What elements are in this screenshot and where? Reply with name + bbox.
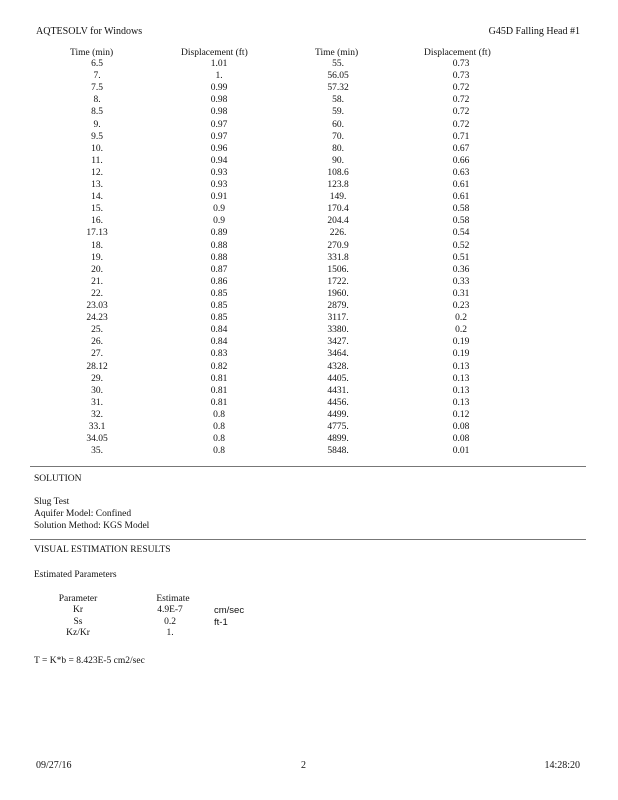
results-heading: VISUAL ESTIMATION RESULTS bbox=[34, 545, 171, 555]
cell-displacement-1: 0.81 bbox=[210, 373, 228, 384]
cell-displacement-2: 0.23 bbox=[452, 301, 470, 311]
cell-time-1: 16. bbox=[91, 216, 103, 227]
cell-displacement-2: 0.72 bbox=[452, 95, 470, 106]
cell-time-1: 12. bbox=[91, 167, 103, 178]
param-unit: cm/sec bbox=[214, 605, 245, 616]
cell-displacement-1: 0.83 bbox=[210, 349, 228, 360]
header-app-name: AQTESOLV for Windows bbox=[36, 26, 143, 37]
cell-displacement-2: 0.08 bbox=[452, 422, 470, 432]
header-test-name: G45D Falling Head #1 bbox=[488, 26, 580, 37]
cell-displacement-2: 0.71 bbox=[452, 131, 470, 142]
cell-time-1: 32. bbox=[91, 409, 103, 420]
cell-time-1: 26. bbox=[91, 337, 103, 348]
cell-displacement-1: 0.97 bbox=[210, 131, 228, 142]
cell-displacement-2: 0.52 bbox=[452, 240, 470, 251]
cell-time-2: 4899. bbox=[327, 434, 349, 445]
cell-time-2: 3427. bbox=[327, 337, 349, 348]
cell-displacement-1: 0.93 bbox=[210, 167, 228, 178]
cell-time-1: 13. bbox=[91, 180, 103, 190]
cell-time-2: 204.4 bbox=[327, 216, 349, 227]
cell-displacement-1: 0.84 bbox=[210, 337, 228, 348]
cell-displacement-1: 0.88 bbox=[210, 240, 228, 251]
cell-displacement-2: 0.67 bbox=[452, 143, 470, 154]
cell-displacement-2: 0.58 bbox=[452, 216, 470, 227]
cell-time-2: 149. bbox=[329, 192, 347, 203]
param-estimate: 1. bbox=[166, 628, 174, 638]
cell-displacement-2: 0.63 bbox=[452, 167, 470, 178]
cell-displacement-1: 0.84 bbox=[210, 325, 228, 336]
cell-time-2: 1722. bbox=[327, 276, 349, 287]
param-col-header: Parameter bbox=[58, 594, 98, 604]
cell-displacement-2: 0.13 bbox=[452, 373, 470, 384]
param-estimate: 0.2 bbox=[164, 616, 176, 627]
cell-time-1: 22. bbox=[91, 288, 103, 299]
cell-time-1: 18. bbox=[91, 240, 103, 251]
cell-displacement-2: 0.19 bbox=[452, 349, 470, 360]
cell-displacement-1: 0.85 bbox=[210, 313, 228, 324]
cell-time-1: 35. bbox=[91, 446, 103, 457]
cell-displacement-1: 0.8 bbox=[213, 434, 225, 445]
cell-displacement-1: 0.99 bbox=[210, 83, 228, 94]
cell-time-1: 20. bbox=[91, 264, 103, 275]
cell-time-1: 24.23 bbox=[86, 313, 108, 324]
cell-time-2: 90. bbox=[332, 155, 344, 166]
cell-time-1: 8. bbox=[93, 95, 101, 106]
cell-displacement-2: 0.13 bbox=[452, 385, 470, 396]
cell-time-2: 58. bbox=[332, 95, 344, 106]
cell-displacement-1: 0.8 bbox=[213, 422, 225, 432]
cell-displacement-2: 0.19 bbox=[452, 337, 470, 348]
divider bbox=[30, 466, 586, 467]
cell-time-1: 15. bbox=[91, 204, 103, 215]
estimated-parameters-label: Estimated Parameters bbox=[34, 570, 117, 580]
cell-time-2: 1960. bbox=[327, 288, 349, 299]
cell-time-2: 4499. bbox=[327, 409, 349, 420]
cell-time-1: 19. bbox=[91, 252, 103, 263]
cell-time-2: 60. bbox=[332, 119, 344, 130]
cell-displacement-2: 0.2 bbox=[455, 325, 467, 336]
cell-displacement-1: 0.82 bbox=[210, 361, 228, 372]
transmissivity: T = K*b = 8.423E-5 cm2/sec bbox=[34, 656, 145, 666]
cell-time-2: 270.9 bbox=[327, 240, 349, 251]
estimate-col-header: Estimate bbox=[156, 594, 190, 604]
cell-time-2: 4456. bbox=[327, 397, 349, 408]
cell-displacement-1: 0.98 bbox=[210, 95, 228, 106]
cell-displacement-1: 0.93 bbox=[210, 180, 228, 190]
cell-displacement-2: 0.13 bbox=[452, 397, 470, 408]
cell-time-2: 59. bbox=[332, 107, 344, 118]
cell-time-2: 4328. bbox=[327, 361, 349, 372]
cell-time-2: 4431. bbox=[327, 385, 349, 396]
cell-displacement-1: 0.85 bbox=[210, 288, 228, 299]
cell-time-1: 17.13 bbox=[86, 228, 108, 239]
cell-displacement-2: 0.31 bbox=[452, 288, 470, 299]
cell-displacement-1: 0.81 bbox=[210, 385, 228, 396]
cell-displacement-1: 0.8 bbox=[213, 446, 225, 457]
cell-time-1: 11. bbox=[91, 155, 103, 166]
cell-time-1: 10. bbox=[91, 143, 103, 154]
cell-time-1: 29. bbox=[91, 373, 103, 384]
cell-time-1: 25. bbox=[91, 325, 103, 336]
cell-time-2: 70. bbox=[332, 131, 344, 142]
footer-page-number: 2 bbox=[301, 760, 306, 771]
cell-time-2: 3464. bbox=[327, 349, 349, 360]
cell-time-1: 8.5 bbox=[91, 107, 103, 118]
cell-time-1: 33.1 bbox=[88, 422, 106, 432]
cell-time-2: 331.8 bbox=[327, 252, 349, 263]
cell-time-2: 56.05 bbox=[327, 71, 349, 82]
cell-displacement-1: 0.9 bbox=[213, 216, 225, 227]
cell-displacement-2: 0.61 bbox=[452, 180, 470, 190]
cell-time-2: 226. bbox=[329, 228, 347, 239]
param-name: Ss bbox=[73, 616, 83, 627]
cell-displacement-1: 0.89 bbox=[210, 228, 228, 239]
cell-displacement-1: 0.88 bbox=[210, 252, 228, 263]
cell-time-2: 55. bbox=[332, 59, 344, 69]
solution-method: Solution Method: KGS Model bbox=[34, 521, 150, 531]
cell-displacement-1: 1.01 bbox=[210, 59, 228, 69]
cell-displacement-2: 0.08 bbox=[452, 434, 470, 445]
cell-time-2: 108.6 bbox=[327, 167, 349, 178]
cell-time-2: 170.4 bbox=[327, 204, 349, 215]
cell-displacement-2: 0.13 bbox=[452, 361, 470, 372]
divider bbox=[30, 539, 586, 540]
cell-displacement-1: 0.86 bbox=[210, 276, 228, 287]
cell-time-1: 27. bbox=[91, 349, 103, 360]
cell-displacement-2: 0.73 bbox=[452, 59, 470, 69]
param-name: Kz/Kr bbox=[66, 628, 90, 638]
aquifer-model: Aquifer Model: Confined bbox=[34, 509, 132, 519]
cell-displacement-2: 0.66 bbox=[452, 155, 470, 166]
cell-time-2: 1506. bbox=[327, 264, 349, 275]
cell-time-1: 30. bbox=[91, 385, 103, 396]
cell-time-1: 6.5 bbox=[91, 59, 103, 69]
footer-date: 09/27/16 bbox=[36, 760, 72, 771]
col-header-time-2: Time (min) bbox=[315, 48, 359, 58]
cell-displacement-1: 0.81 bbox=[210, 397, 228, 408]
cell-displacement-2: 0.33 bbox=[452, 276, 470, 287]
cell-displacement-2: 0.61 bbox=[452, 192, 470, 203]
cell-displacement-2: 0.58 bbox=[452, 204, 470, 215]
cell-time-2: 5848. bbox=[327, 446, 349, 457]
cell-time-2: 2879. bbox=[327, 301, 349, 311]
test-type: Slug Test bbox=[34, 497, 70, 507]
cell-displacement-1: 1. bbox=[215, 71, 223, 82]
cell-displacement-1: 0.96 bbox=[210, 143, 228, 154]
cell-displacement-1: 0.91 bbox=[210, 192, 228, 203]
cell-displacement-1: 0.87 bbox=[210, 264, 228, 275]
col-header-time-1: Time (min) bbox=[70, 48, 114, 58]
cell-time-1: 7. bbox=[93, 71, 101, 82]
col-header-displacement-1: Displacement (ft) bbox=[181, 48, 248, 58]
cell-displacement-2: 0.51 bbox=[452, 252, 470, 263]
param-name: Kr bbox=[72, 605, 84, 615]
cell-displacement-1: 0.9 bbox=[213, 204, 225, 215]
cell-time-1: 9.5 bbox=[91, 131, 103, 142]
cell-displacement-2: 0.2 bbox=[455, 313, 467, 324]
cell-displacement-1: 0.8 bbox=[213, 409, 225, 420]
cell-displacement-1: 0.94 bbox=[210, 155, 228, 166]
cell-time-1: 34.05 bbox=[86, 434, 108, 445]
cell-displacement-2: 0.01 bbox=[452, 446, 470, 457]
param-estimate: 4.9E-7 bbox=[157, 605, 183, 615]
footer-time: 14:28:20 bbox=[544, 760, 580, 771]
cell-time-1: 9. bbox=[93, 119, 101, 130]
cell-displacement-1: 0.85 bbox=[210, 301, 228, 311]
cell-time-2: 3117. bbox=[327, 313, 349, 324]
cell-displacement-2: 0.72 bbox=[452, 107, 470, 118]
cell-displacement-2: 0.54 bbox=[452, 228, 470, 239]
cell-time-2: 3380. bbox=[327, 325, 349, 336]
cell-displacement-2: 0.36 bbox=[452, 264, 470, 275]
cell-displacement-2: 0.73 bbox=[452, 71, 470, 82]
cell-time-2: 123.8 bbox=[327, 180, 349, 190]
cell-displacement-2: 0.12 bbox=[452, 409, 470, 420]
cell-time-1: 14. bbox=[91, 192, 103, 203]
col-header-displacement-2: Displacement (ft) bbox=[424, 48, 491, 58]
cell-time-1: 28.12 bbox=[86, 361, 108, 372]
cell-time-2: 80. bbox=[332, 143, 344, 154]
cell-displacement-2: 0.72 bbox=[452, 119, 470, 130]
solution-heading: SOLUTION bbox=[34, 474, 82, 484]
cell-displacement-1: 0.97 bbox=[210, 119, 228, 130]
cell-time-1: 7.5 bbox=[91, 83, 103, 94]
cell-time-2: 4775. bbox=[327, 422, 349, 432]
cell-time-1: 31. bbox=[91, 397, 103, 408]
cell-displacement-1: 0.98 bbox=[210, 107, 228, 118]
cell-time-2: 4405. bbox=[327, 373, 349, 384]
cell-time-1: 23.03 bbox=[86, 301, 108, 311]
param-unit: ft-1 bbox=[214, 616, 228, 628]
cell-displacement-2: 0.72 bbox=[452, 83, 470, 94]
cell-time-2: 57.32 bbox=[327, 83, 349, 94]
cell-time-1: 21. bbox=[91, 276, 103, 287]
